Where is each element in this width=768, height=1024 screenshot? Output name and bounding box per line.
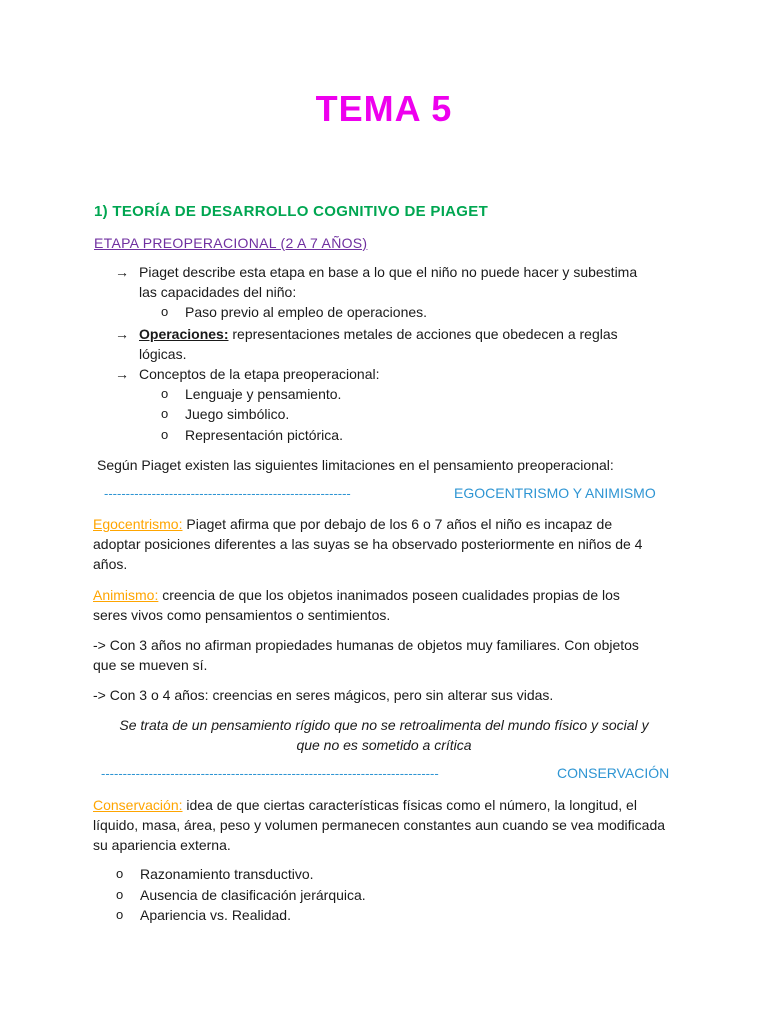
list-item-text — [139, 324, 618, 344]
page-title: TEMA 5 — [315, 88, 453, 129]
term-egocentrismo: Egocentrismo: — [93, 516, 183, 532]
limitations-intro: Según Piaget existen las siguientes limitaciones en el pensamiento preoperacional: — [97, 457, 614, 473]
paragraph-line: su apariencia externa. — [93, 837, 231, 853]
circle-bullet-icon: o — [116, 907, 124, 922]
sub-list-item: Juego simbólico. — [185, 406, 290, 422]
circle-bullet-icon: o — [161, 304, 169, 319]
sub-list-item: Paso previo al empleo de operaciones. — [185, 304, 428, 320]
list-item-text: las capacidades del niño: — [139, 284, 297, 300]
definition-text: idea de que ciertas características físicas como el número, la longitud, el — [182, 797, 637, 813]
list-item-text: Razonamiento transductivo. — [140, 866, 314, 882]
paragraph-line: adoptar posiciones diferentes a las suyas se ha observado posteriormente en niños de 4 — [93, 536, 643, 552]
paragraph-line — [93, 585, 620, 605]
subsection-heading: ETAPA PREOPERACIONAL (2 A 7 AÑOS) — [94, 235, 368, 251]
note-line: -> Con 3 o 4 años: creencias en seres mágicos, pero sin alterar sus vidas. — [93, 687, 554, 703]
term-animismo: Animismo: — [93, 587, 159, 603]
paragraph-line: seres vivos como pensamientos o sentimientos. — [93, 607, 391, 623]
sub-list-item: Representación pictórica. — [185, 427, 343, 443]
paragraph-line: líquido, masa, área, peso y volumen permanecen constantes aun cuando se vea modificada — [93, 817, 666, 833]
definition-text: representaciones metales de acciones que obedecen a reglas — [228, 326, 618, 342]
arrow-bullet-icon: → — [115, 264, 129, 280]
list-item-text: Conceptos de la etapa preoperacional: — [139, 366, 380, 382]
note-line: -> Con 3 años no afirman propiedades humanas de objetos muy familiares. Con objetos — [93, 637, 639, 653]
circle-bullet-icon: o — [116, 866, 124, 881]
circle-bullet-icon: o — [161, 386, 169, 401]
circle-bullet-icon: o — [161, 427, 169, 442]
arrow-bullet-icon: → — [115, 366, 129, 382]
definition-text: Piaget afirma que por debajo de los 6 o 7 años el niño es incapaz de — [182, 516, 613, 532]
section-label-egocentrismo: EGOCENTRISMO Y ANIMISMO — [454, 485, 656, 501]
section-heading: 1) TEORÍA DE DESARROLLO COGNITIVO DE PIAGET — [94, 203, 489, 220]
section-label-conservacion: CONSERVACIÓN — [557, 765, 670, 781]
list-item-text: lógicas. — [139, 346, 187, 362]
term-operaciones: Operaciones: — [139, 326, 229, 342]
italic-quote: que no es sometido a crítica — [296, 737, 472, 753]
list-item-text: Ausencia de clasificación jerárquica. — [140, 887, 366, 903]
paragraph-line: años. — [93, 556, 128, 572]
note-line: que se mueven sí. — [93, 657, 208, 673]
definition-text: creencia de que los objetos inanimados poseen cualidades propias de los — [158, 587, 620, 603]
list-item-text: Piaget describe esta etapa en base a lo que el niño no puede hacer y subestima — [139, 264, 638, 280]
section-divider: ------------------------------------------------------------------------------ — [101, 766, 439, 781]
section-divider: --------------------------------------------------------- — [104, 486, 351, 501]
list-item-text: Apariencia vs. Realidad. — [140, 907, 291, 923]
italic-quote: Se trata de un pensamiento rígido que no se retroalimenta del mundo físico y social y — [119, 717, 649, 733]
arrow-bullet-icon: → — [115, 326, 129, 342]
circle-bullet-icon: o — [116, 887, 124, 902]
paragraph-line — [93, 514, 612, 534]
circle-bullet-icon: o — [161, 406, 169, 421]
term-conservacion: Conservación: — [93, 797, 183, 813]
sub-list-item: Lenguaje y pensamiento. — [185, 386, 342, 402]
paragraph-line — [93, 795, 637, 815]
